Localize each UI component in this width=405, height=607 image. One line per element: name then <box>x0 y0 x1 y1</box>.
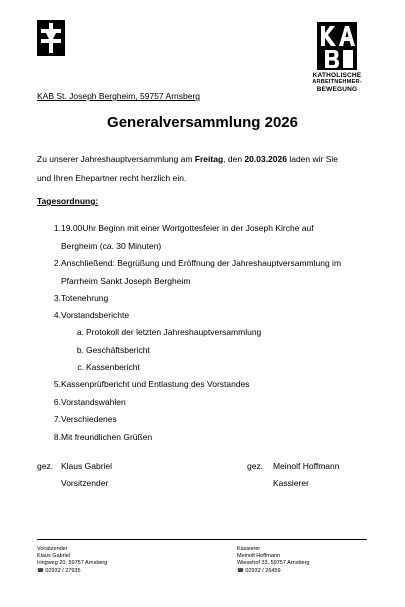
signature-right-role: Kassierer <box>273 478 309 488</box>
intro-day: Freitag <box>194 154 224 164</box>
agenda-item-6: 6. Vorstandswahlen <box>53 397 126 407</box>
footer-divider <box>37 539 367 540</box>
agenda-subitem-b: b. Geschäftsbericht <box>76 345 150 355</box>
footer-left: Vorsitzender Klaus Gabriel Iringweg 20, 59757 Arnsberg ☎ 02932 / 27935 <box>37 546 108 574</box>
agenda-item-3: 3. Totenehrung <box>53 293 109 303</box>
agenda-subitem-c: c. Kassenbericht <box>77 362 140 372</box>
logo-line1: KATHOLISCHE <box>312 72 362 79</box>
logo-line3: BEWEGUNG <box>316 86 358 93</box>
cross-logo-icon <box>37 20 65 56</box>
logo-line2: ARBEITNEHMER- <box>312 79 362 85</box>
agenda-item-8: 8. Mit freundlichen Grüßen <box>53 432 153 442</box>
intro-date: 20.03.2026 <box>244 154 287 164</box>
agenda-subitem-a: a. Protokoll der letzten Jahreshauptversammlung <box>76 327 262 337</box>
signature-left-role: Vorsitzender <box>61 478 109 488</box>
agenda-heading: Tagesordnung: <box>37 196 99 206</box>
page-title: Generalversammlung 2026 <box>107 114 298 131</box>
intro-text: Zu unserer Jahreshauptversammlung am Freitag, den 20.03.2026 laden wir Sie und Ihren Ehepartner recht herzlich ein. <box>37 154 338 183</box>
signature-right-prefix: gez. <box>247 461 264 471</box>
footer-right: Kassierer Meinolf Hoffmann Wiesehof 33, 59757 Arnsberg ☎ 02932 / 26459 <box>237 546 310 574</box>
agenda-item-1: 1. 19.00Uhr Beginn mit einer Wortgottesfeier in der Joseph Kirche auf Bergheim (ca. 30 Minuten) <box>53 223 314 251</box>
kab-logo <box>311 22 363 100</box>
signature-right-name: Meinolf Hoffmann <box>273 461 340 471</box>
agenda-item-2: 2. Anschließend: Begrüßung und Eröffnung der Jahreshauptversammlung im Pfarrheim Sankt Joseph Bergheim <box>53 258 342 286</box>
agenda-item-5: 5. Kassenprüfbericht und Entlastung des Vorstandes <box>53 379 250 389</box>
kab-letters-icon <box>311 22 363 72</box>
agenda-item-7: 7. Verschiedenes <box>53 414 117 424</box>
signature-left-name: Klaus Gabriel <box>61 461 113 471</box>
sender-line: KAB St. Joseph Bergheim, 59757 Arnsberg <box>37 91 201 101</box>
signature-left-prefix: gez. <box>37 461 54 471</box>
agenda-item-4: 4. Vorstandsberichte <box>53 310 130 320</box>
